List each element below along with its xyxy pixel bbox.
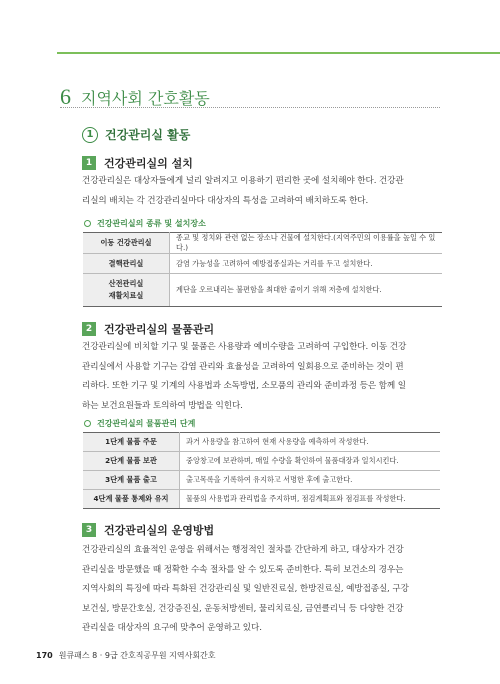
section-heading [82,126,190,143]
table-row [83,452,440,471]
chapter-title: 지역사회 간호활동 [81,89,210,108]
table-row-value: 계단을 오르내리는 불편함을 최대한 줄이기 위해 저층에 설치한다. [170,274,443,307]
paragraph-line: 건강관리실은 대상자들에게 널리 알려지고 이용하기 편리한 곳에 설치해야 한다. 건강관 [82,176,404,186]
paragraph-line: 건강관리실의 효율적인 운영을 위해서는 행정적인 절차를 간단하게 하고, 대상자가 건강 [82,545,404,555]
table-row-value: 과거 사용량을 참고하여 현재 사용량을 예측하여 작성한다. [180,433,441,452]
page-footer [36,650,216,661]
table-row-label: 1단계 물품 주문 [83,433,180,452]
paragraph-line: 지역사회의 특징에 따라 특화된 건강관리실 및 일반진료실, 한방진료실, 예방접종실, 구강 [82,584,409,594]
table2-caption [84,418,195,429]
book-title: 원큐패스 8 · 9급 간호직공무원 지역사회간호 [58,651,216,660]
table-row [83,490,440,509]
paragraph-line: 관리실에서 사용할 기구는 감염 관리와 효율성을 고려하여 일회용으로 준비하는 것이 편 [82,361,404,372]
chapter-divider [60,107,440,108]
table-row [83,233,442,254]
table-row-value: 종교 및 정치와 관련 없는 장소나 건물에 설치한다.(지역주민의 이용률을 높일 수 있다.) [170,233,443,254]
subsection-number-badge: 1 [82,156,96,170]
table1 [83,232,442,307]
section-number-badge: 1 [82,127,98,143]
subsection-title: 건강관리실의 설치 [104,157,193,170]
subsection-heading-3 [82,522,214,538]
table-row-label: 2단계 물품 보관 [83,452,180,471]
table-row-label: 이동 건강관리실 [83,233,170,254]
table-row-value: 감염 가능성을 고려하여 예방접종실과는 거리를 두고 설치한다. [170,254,443,274]
table2 [83,432,440,509]
paragraph-line: 보건실, 방문간호실, 건강증진실, 운동처방센터, 물리치료실, 금연클리닉 등 다양한 건강 [82,603,404,614]
table2-caption-text: 건강관리실의 물품관리 단계 [97,419,196,428]
chapter-number: 6 [60,84,71,109]
table-row-label: 4단계 물품 통제와 유지 [83,490,180,509]
paragraph-line: 관리실을 대상자의 요구에 맞추어 운영하고 있다. [82,623,262,633]
paragraph-line: 관리실을 방문했을 때 정확한 수속 절차를 알 수 있도록 준비한다. 특히 보건소의 경우는 [82,564,404,575]
subsection-title: 건강관리실의 운영방법 [104,524,215,537]
table-row-value: 중앙창고에 보관하며, 매일 수량을 확인하여 물품대장과 일치시킨다. [180,452,441,471]
paragraph-line: 건강관리실에 비치할 기구 및 물품은 사용량과 예비수량을 고려하여 구입한다. 이동 건강 [82,342,407,352]
table1-caption [84,218,206,229]
subsection-number-badge: 3 [82,523,96,537]
subsection-title: 건강관리실의 물품관리 [104,323,215,336]
table-row-value: 물품의 사용법과 관리법을 주지하며, 점검계획표와 점검표를 작성한다. [180,490,441,509]
subsection-heading-2 [82,321,214,337]
circle-bullet-icon [84,220,91,227]
table-row-label: 산전관리실 재활치료실 [83,274,170,307]
table-row-label: 3단계 물품 출고 [83,471,180,490]
table-row [83,274,442,307]
table1-caption-text: 건강관리실의 종류 및 설치장소 [97,219,206,228]
table-row-value: 출고목록을 기록하여 유지하고 서명한 후에 출고한다. [180,471,441,490]
table-row [83,433,440,452]
top-rule [57,52,500,54]
paragraph-line: 리하다. 또한 기구 및 기계의 사용법과 소독방법, 소모품의 관리와 준비과정 등은 함께 일 [82,381,406,391]
section-title: 건강관리실 활동 [105,128,191,142]
circle-bullet-icon [84,420,91,427]
subsection-number-badge: 2 [82,322,96,336]
paragraph-line: 하는 보건요원들과 토의하여 방법을 익힌다. [82,400,243,411]
paragraph-2 [82,338,444,416]
subsection-heading-1 [82,155,193,171]
page-number: 170 [36,651,53,660]
table-row [83,254,442,274]
paragraph-3 [82,541,444,639]
paragraph-line: 리실의 배치는 각 건강관리실마다 대상자의 특성을 고려하여 배치하도록 한다. [82,195,369,206]
paragraph-1 [82,172,444,211]
table-row-label: 결핵관리실 [83,254,170,274]
table-row [83,471,440,490]
